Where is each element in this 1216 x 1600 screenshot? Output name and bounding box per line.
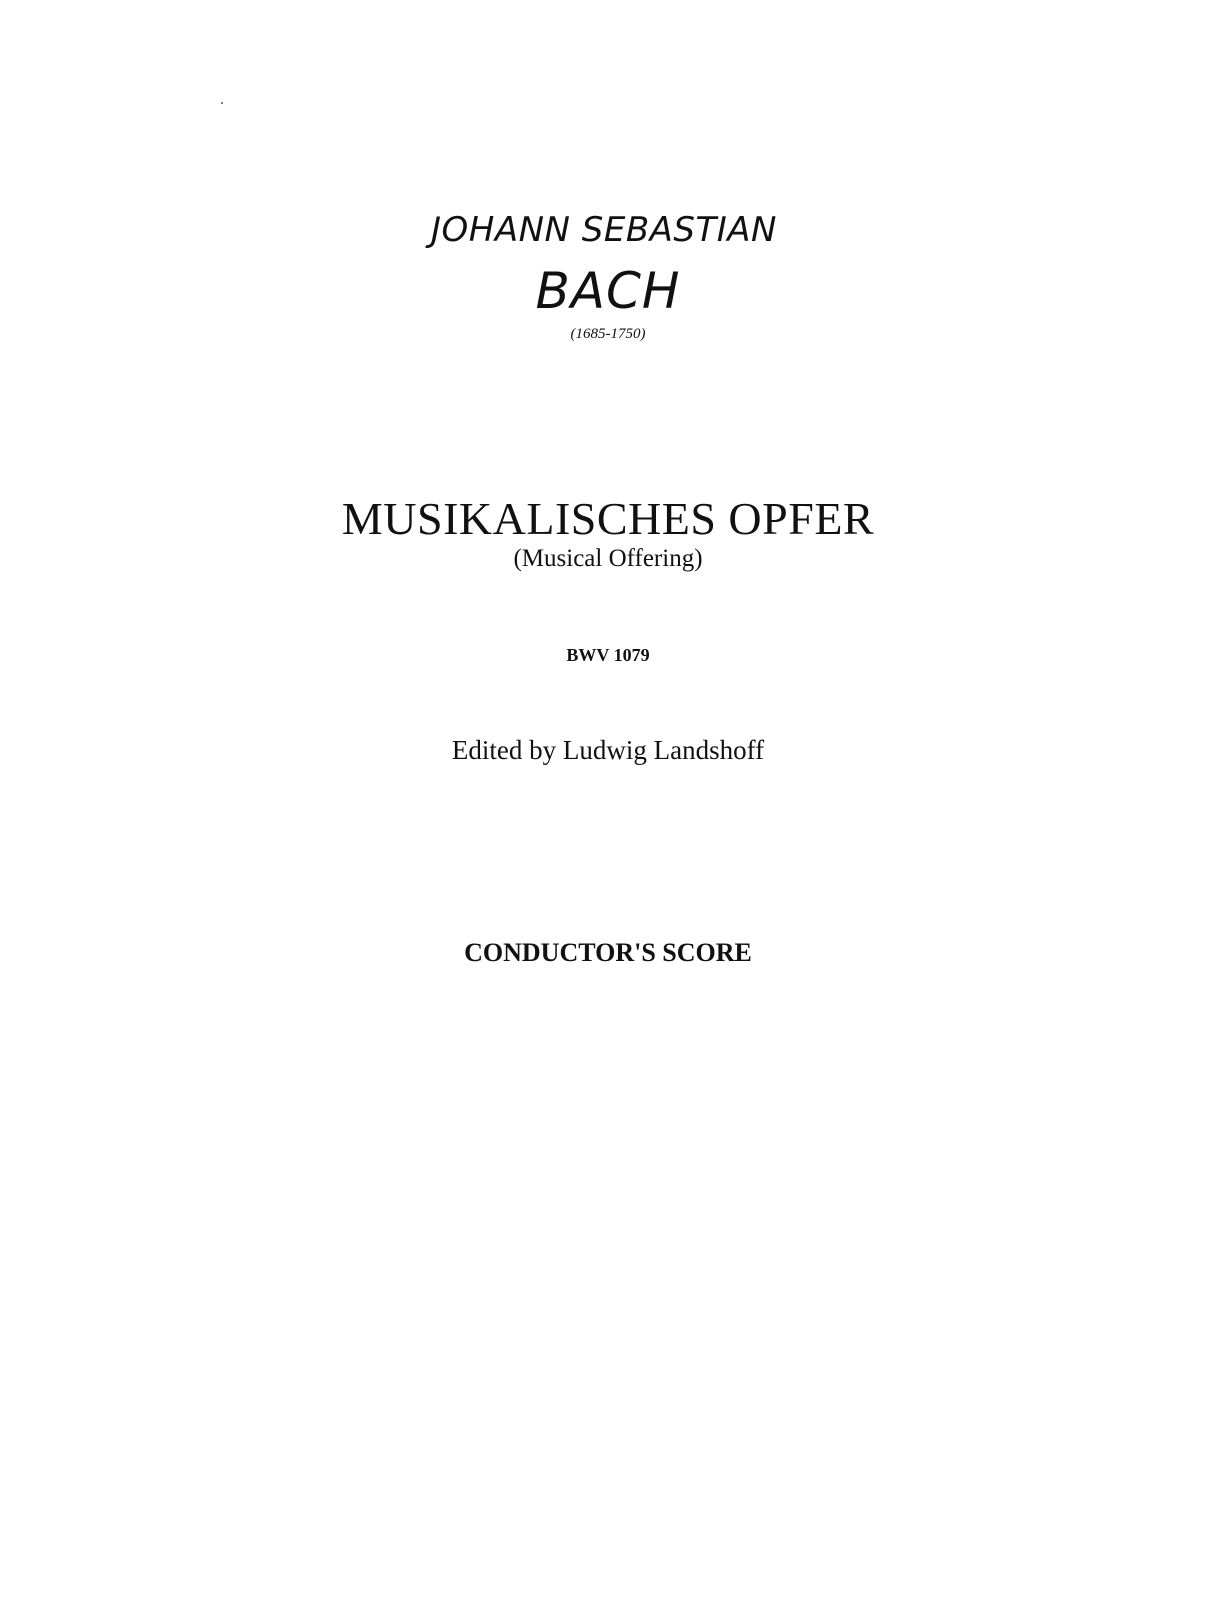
composer-surname: BACH (535, 262, 681, 320)
composer-first-names: JOHANN SEBASTIAN (430, 210, 777, 250)
edition-type: CONDUCTOR'S SCORE (464, 938, 752, 967)
work-title: MUSIKALISCHES OPFER (341, 493, 875, 544)
editor-credit: Edited by Ludwig Landshoff (451, 735, 765, 765)
composer-dates: (1685-1750) (570, 326, 646, 342)
catalog-number: BWV 1079 (566, 645, 650, 665)
work-subtitle: (Musical Offering) (513, 545, 703, 572)
scan-speck (221, 102, 223, 104)
